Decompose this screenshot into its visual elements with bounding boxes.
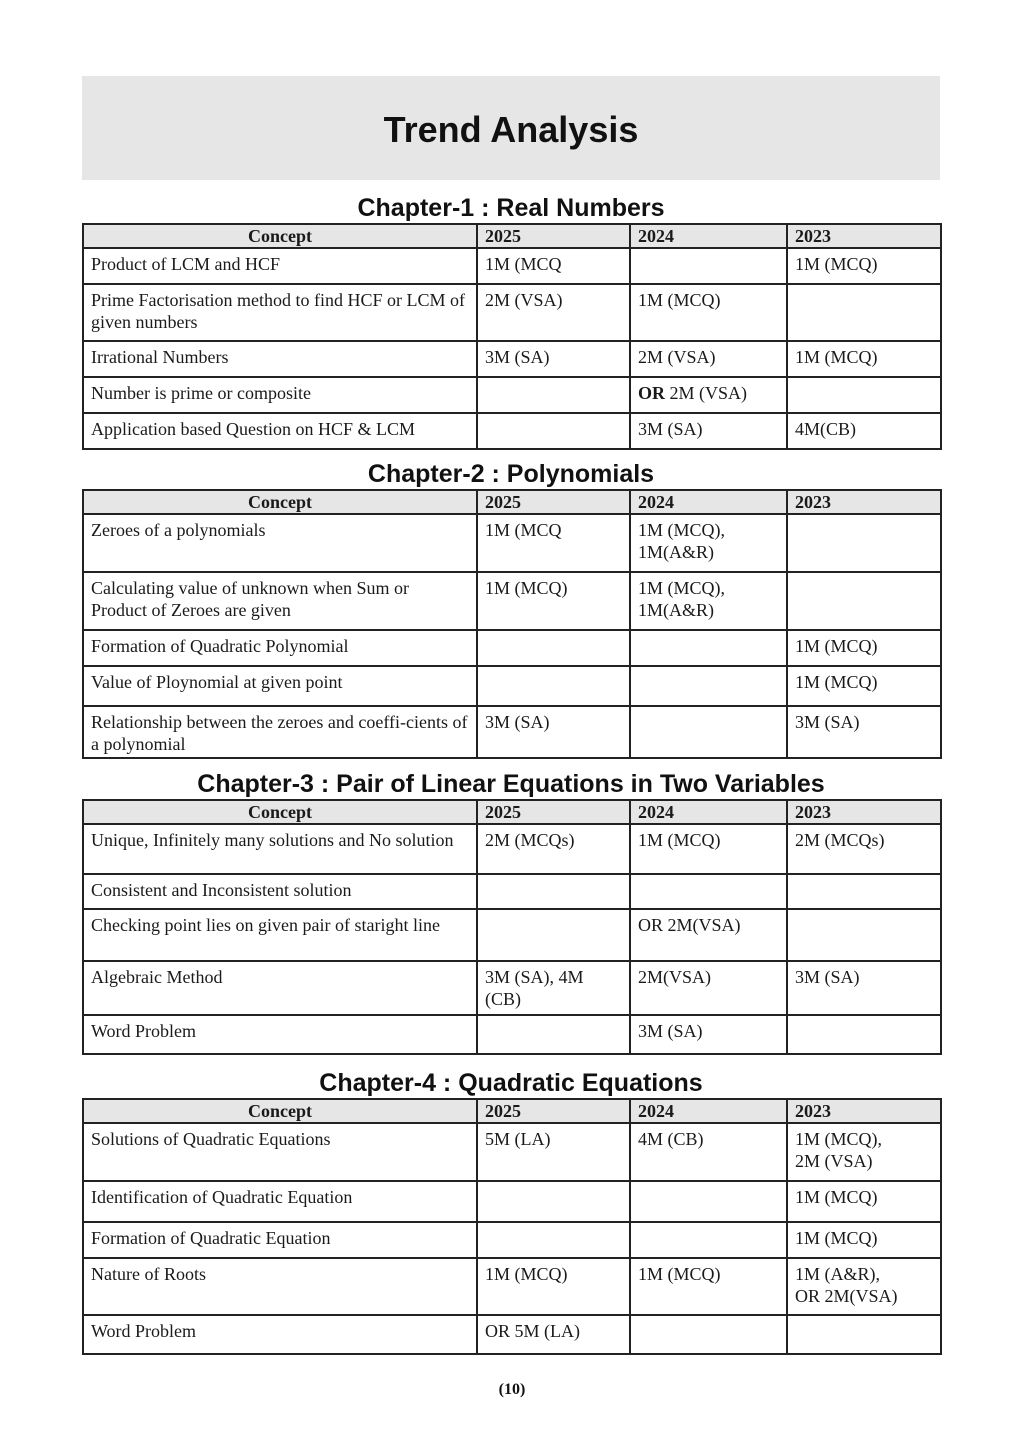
table-header-row bbox=[83, 1099, 941, 1123]
concept-cell: Formation of Quadratic Equation bbox=[83, 1222, 477, 1258]
marks-cell bbox=[477, 909, 630, 961]
marks-cell: 1M (MCQ) bbox=[477, 572, 630, 630]
marks-cell: 4M(CB) bbox=[787, 413, 941, 449]
marks-cell: 1M (MCQ), 1M(A&R) bbox=[630, 514, 787, 572]
header-year: 2025 bbox=[477, 224, 630, 248]
marks-cell bbox=[630, 1181, 787, 1222]
marks-cell: 3M (SA) bbox=[787, 961, 941, 1015]
header-year: 2024 bbox=[630, 490, 787, 514]
header-year: 2025 bbox=[477, 490, 630, 514]
header-year: 2025 bbox=[477, 800, 630, 824]
table-row bbox=[83, 1258, 941, 1315]
chapter-title: Chapter-2 : Polynomials bbox=[367, 460, 655, 488]
concept-cell: Irrational Numbers bbox=[83, 341, 477, 377]
marks-cell bbox=[630, 1222, 787, 1258]
marks-cell: 1M (MCQ) bbox=[787, 1222, 941, 1258]
concept-cell: Calculating value of unknown when Sum or Product of Zeroes are given bbox=[83, 572, 477, 630]
marks-cell: 2M (MCQs) bbox=[787, 824, 941, 874]
concept-cell: Zeroes of a polynomials bbox=[83, 514, 477, 572]
marks-cell bbox=[630, 666, 787, 706]
table-row bbox=[83, 341, 941, 377]
marks-cell: 3M (SA) bbox=[630, 1015, 787, 1054]
chapter-title: Chapter-4 : Quadratic Equations bbox=[319, 1069, 703, 1097]
table-header-row bbox=[83, 224, 941, 248]
marks-cell bbox=[787, 284, 941, 341]
marks-cell: 1M (MCQ), 2M (VSA) bbox=[787, 1123, 941, 1181]
header-concept: Concept bbox=[83, 490, 477, 514]
concept-cell: Prime Factorisation method to find HCF or LCM of given numbers bbox=[83, 284, 477, 341]
marks-cell bbox=[630, 248, 787, 284]
table-row bbox=[83, 630, 941, 666]
marks-cell: OR 2M(VSA) bbox=[630, 909, 787, 961]
marks-cell: 1M (MCQ) bbox=[477, 1258, 630, 1315]
header-concept: Concept bbox=[83, 800, 477, 824]
chapter-title: Chapter-3 : Pair of Linear Equations in Two Variables bbox=[197, 770, 825, 798]
table-header-row bbox=[83, 490, 941, 514]
marks-cell bbox=[787, 1315, 941, 1354]
marks-cell: 2M(VSA) bbox=[630, 961, 787, 1015]
concept-cell: Nature of Roots bbox=[83, 1258, 477, 1315]
title-banner bbox=[82, 76, 940, 180]
concept-cell: Number is prime or composite bbox=[83, 377, 477, 413]
marks-cell: 3M (SA) bbox=[787, 706, 941, 758]
header-year: 2024 bbox=[630, 224, 787, 248]
marks-cell: 1M (MCQ) bbox=[630, 284, 787, 341]
header-year: 2025 bbox=[477, 1099, 630, 1123]
marks-cell bbox=[477, 666, 630, 706]
table-row bbox=[83, 706, 941, 758]
concept-cell: Word Problem bbox=[83, 1315, 477, 1354]
marks-cell bbox=[630, 706, 787, 758]
marks-cell: 1M (MCQ) bbox=[787, 1181, 941, 1222]
concept-cell: Relationship between the zeroes and coeffi-cients of a polynomial bbox=[83, 706, 477, 758]
marks-cell bbox=[787, 909, 941, 961]
marks-cell: 1M (MCQ) bbox=[630, 824, 787, 874]
marks-cell: 1M (MCQ) bbox=[787, 248, 941, 284]
marks-cell bbox=[477, 413, 630, 449]
table-row bbox=[83, 961, 941, 1015]
trend-table bbox=[82, 223, 942, 450]
marks-cell: 3M (SA) bbox=[477, 341, 630, 377]
table-row bbox=[83, 1123, 941, 1181]
chapter-section bbox=[82, 193, 940, 450]
table-row bbox=[83, 1181, 941, 1222]
marks-cell bbox=[787, 874, 941, 909]
marks-cell bbox=[477, 1015, 630, 1054]
header-year: 2023 bbox=[787, 1099, 941, 1123]
marks-cell bbox=[630, 1315, 787, 1354]
marks-cell: 1M (MCQ) bbox=[630, 1258, 787, 1315]
marks-cell: OR 5M (LA) bbox=[477, 1315, 630, 1354]
table-row bbox=[83, 1015, 941, 1054]
header-concept: Concept bbox=[83, 224, 477, 248]
marks-cell: 4M (CB) bbox=[630, 1123, 787, 1181]
table-row bbox=[83, 874, 941, 909]
chapter-section bbox=[82, 769, 940, 1055]
table-row bbox=[83, 413, 941, 449]
header-year: 2023 bbox=[787, 490, 941, 514]
marks-cell: OR 2M (VSA) bbox=[630, 377, 787, 413]
table-row bbox=[83, 572, 941, 630]
marks-cell: 3M (SA) bbox=[630, 413, 787, 449]
marks-cell bbox=[477, 377, 630, 413]
trend-table bbox=[82, 799, 942, 1055]
concept-cell: Identification of Quadratic Equation bbox=[83, 1181, 477, 1222]
table-row bbox=[83, 514, 941, 572]
table-header-row bbox=[83, 800, 941, 824]
table-row bbox=[83, 909, 941, 961]
concept-cell: Algebraic Method bbox=[83, 961, 477, 1015]
header-year: 2023 bbox=[787, 224, 941, 248]
chapter-section bbox=[82, 1068, 940, 1355]
table-row bbox=[83, 824, 941, 874]
marks-cell bbox=[787, 572, 941, 630]
marks-cell: 1M (MCQ) bbox=[787, 630, 941, 666]
marks-cell: 5M (LA) bbox=[477, 1123, 630, 1181]
marks-cell bbox=[787, 514, 941, 572]
header-concept: Concept bbox=[83, 1099, 477, 1123]
table-row bbox=[83, 666, 941, 706]
table-row bbox=[83, 1222, 941, 1258]
marks-cell bbox=[477, 1181, 630, 1222]
concept-cell: Product of LCM and HCF bbox=[83, 248, 477, 284]
header-year: 2024 bbox=[630, 800, 787, 824]
marks-cell bbox=[630, 874, 787, 909]
marks-cell: 1M (MCQ bbox=[477, 248, 630, 284]
marks-cell: 2M (VSA) bbox=[477, 284, 630, 341]
marks-cell bbox=[477, 874, 630, 909]
header-year: 2023 bbox=[787, 800, 941, 824]
marks-cell: 1M (MCQ bbox=[477, 514, 630, 572]
page bbox=[82, 76, 940, 180]
marks-cell bbox=[477, 1222, 630, 1258]
marks-cell: 1M (A&R), OR 2M(VSA) bbox=[787, 1258, 941, 1315]
concept-cell: Word Problem bbox=[83, 1015, 477, 1054]
table-row bbox=[83, 377, 941, 413]
concept-cell: Solutions of Quadratic Equations bbox=[83, 1123, 477, 1181]
marks-cell: 3M (SA) bbox=[477, 706, 630, 758]
marks-cell bbox=[630, 630, 787, 666]
page-number: (10) bbox=[498, 1381, 526, 1398]
marks-cell: 2M (MCQs) bbox=[477, 824, 630, 874]
marks-cell: 1M (MCQ), 1M(A&R) bbox=[630, 572, 787, 630]
marks-cell: 2M (VSA) bbox=[630, 341, 787, 377]
table-row bbox=[83, 1315, 941, 1354]
page-title: Trend Analysis bbox=[383, 109, 639, 150]
concept-cell: Consistent and Inconsistent solution bbox=[83, 874, 477, 909]
marks-cell: 1M (MCQ) bbox=[787, 666, 941, 706]
header-year: 2024 bbox=[630, 1099, 787, 1123]
concept-cell: Checking point lies on given pair of staright line bbox=[83, 909, 477, 961]
concept-cell: Value of Ploynomial at given point bbox=[83, 666, 477, 706]
trend-table bbox=[82, 489, 942, 759]
chapter-section bbox=[82, 459, 940, 759]
marks-cell bbox=[787, 377, 941, 413]
table-row bbox=[83, 248, 941, 284]
concept-cell: Formation of Quadratic Polynomial bbox=[83, 630, 477, 666]
concept-cell: Unique, Infinitely many solutions and No solution bbox=[83, 824, 477, 874]
marks-cell: 3M (SA), 4M (CB) bbox=[477, 961, 630, 1015]
table-row bbox=[83, 284, 941, 341]
trend-table bbox=[82, 1098, 942, 1355]
marks-cell: 1M (MCQ) bbox=[787, 341, 941, 377]
chapter-title: Chapter-1 : Real Numbers bbox=[357, 194, 665, 222]
concept-cell: Application based Question on HCF & LCM bbox=[83, 413, 477, 449]
marks-cell bbox=[477, 630, 630, 666]
marks-cell bbox=[787, 1015, 941, 1054]
